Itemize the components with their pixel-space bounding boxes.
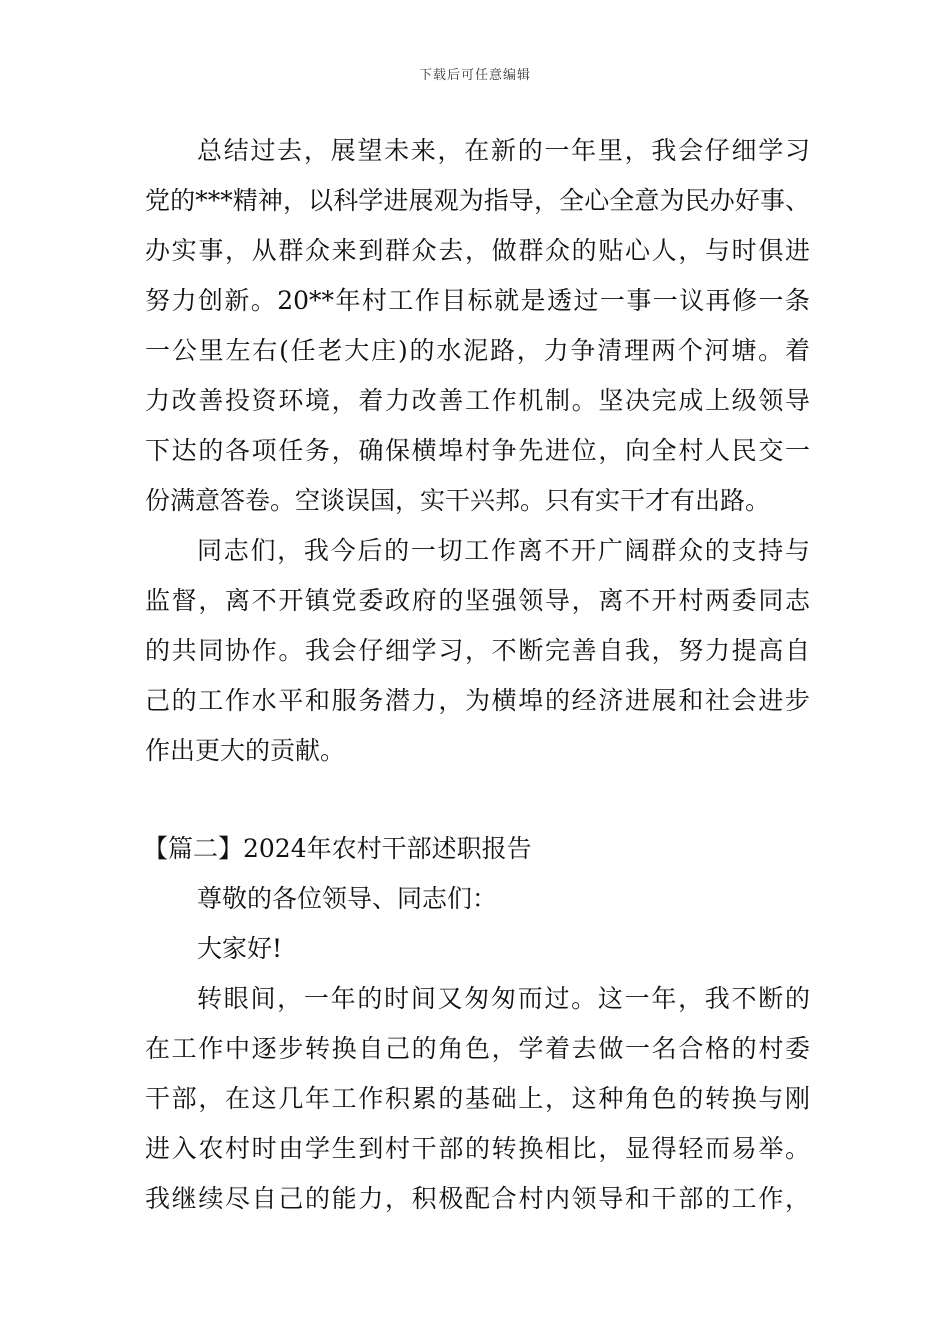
paragraph-line: 努力创新。20**年村工作目标就是透过一事一议再修一条: [145, 286, 810, 315]
paragraph-line: 总结过去，展望未来，在新的一年里，我会仔细学习: [197, 136, 810, 165]
document-body: [145, 126, 810, 1224]
paragraph-line: 己的工作水平和服务潜力，为横埠的经济进展和社会进步: [145, 686, 810, 715]
paragraph-line: 监督，离不开镇党委政府的坚强领导，离不开村两委同志: [145, 586, 810, 615]
paragraph-line: 下达的各项任务，确保横埠村争先进位，向全村人民交一: [145, 436, 810, 465]
paragraph-line: 党的***精神，以科学进展观为指导，全心全意为民办好事、: [145, 186, 810, 215]
section-spacer: [145, 776, 810, 824]
salutation: 尊敬的各位领导、同志们：: [197, 884, 498, 913]
paragraph-line: 办实事，从群众来到群众去，做群众的贴心人，与时俱进: [145, 236, 810, 265]
paragraph-line: 份满意答卷。空谈误国，实干兴邦。只有实干才有出路。: [145, 486, 771, 515]
paragraph-line: 在工作中逐步转换自己的角色，学着去做一名合格的村委: [145, 1034, 810, 1063]
paragraph-line: 转眼间，一年的时间又匆匆而过。这一年，我不断的: [197, 984, 810, 1013]
paragraph-line: 我继续尽自己的能力，积极配合村内领导和干部的工作，: [145, 1184, 810, 1213]
page-header-note: 下载后可任意编辑: [418, 68, 531, 83]
paragraph-line: 力改善投资环境，着力改善工作机制。坚决完成上级领导: [145, 386, 810, 415]
paragraph-line: 的共同协作。我会仔细学习，不断完善自我，努力提高自: [145, 636, 810, 665]
paragraph-line: 一公里左右(任老大庄)的水泥路，力争清理两个河塘。着: [145, 336, 810, 365]
greeting: 大家好!: [197, 934, 283, 963]
paragraph-2: [145, 526, 810, 776]
paragraph-line: 同志们，我今后的一切工作离不开广阔群众的支持与: [197, 536, 810, 565]
paragraph-1: [145, 126, 810, 526]
paragraph-line: 干部，在这几年工作积累的基础上，这种角色的转换与刚: [145, 1084, 810, 1113]
paragraph-line: 进入农村时由学生到村干部的转换相比，显得轻而易举。: [145, 1134, 810, 1163]
paragraph-3: [145, 974, 810, 1224]
section-heading: 【篇二】2024年农村干部述职报告: [143, 834, 532, 863]
paragraph-line: 作出更大的贡献。: [145, 736, 346, 765]
